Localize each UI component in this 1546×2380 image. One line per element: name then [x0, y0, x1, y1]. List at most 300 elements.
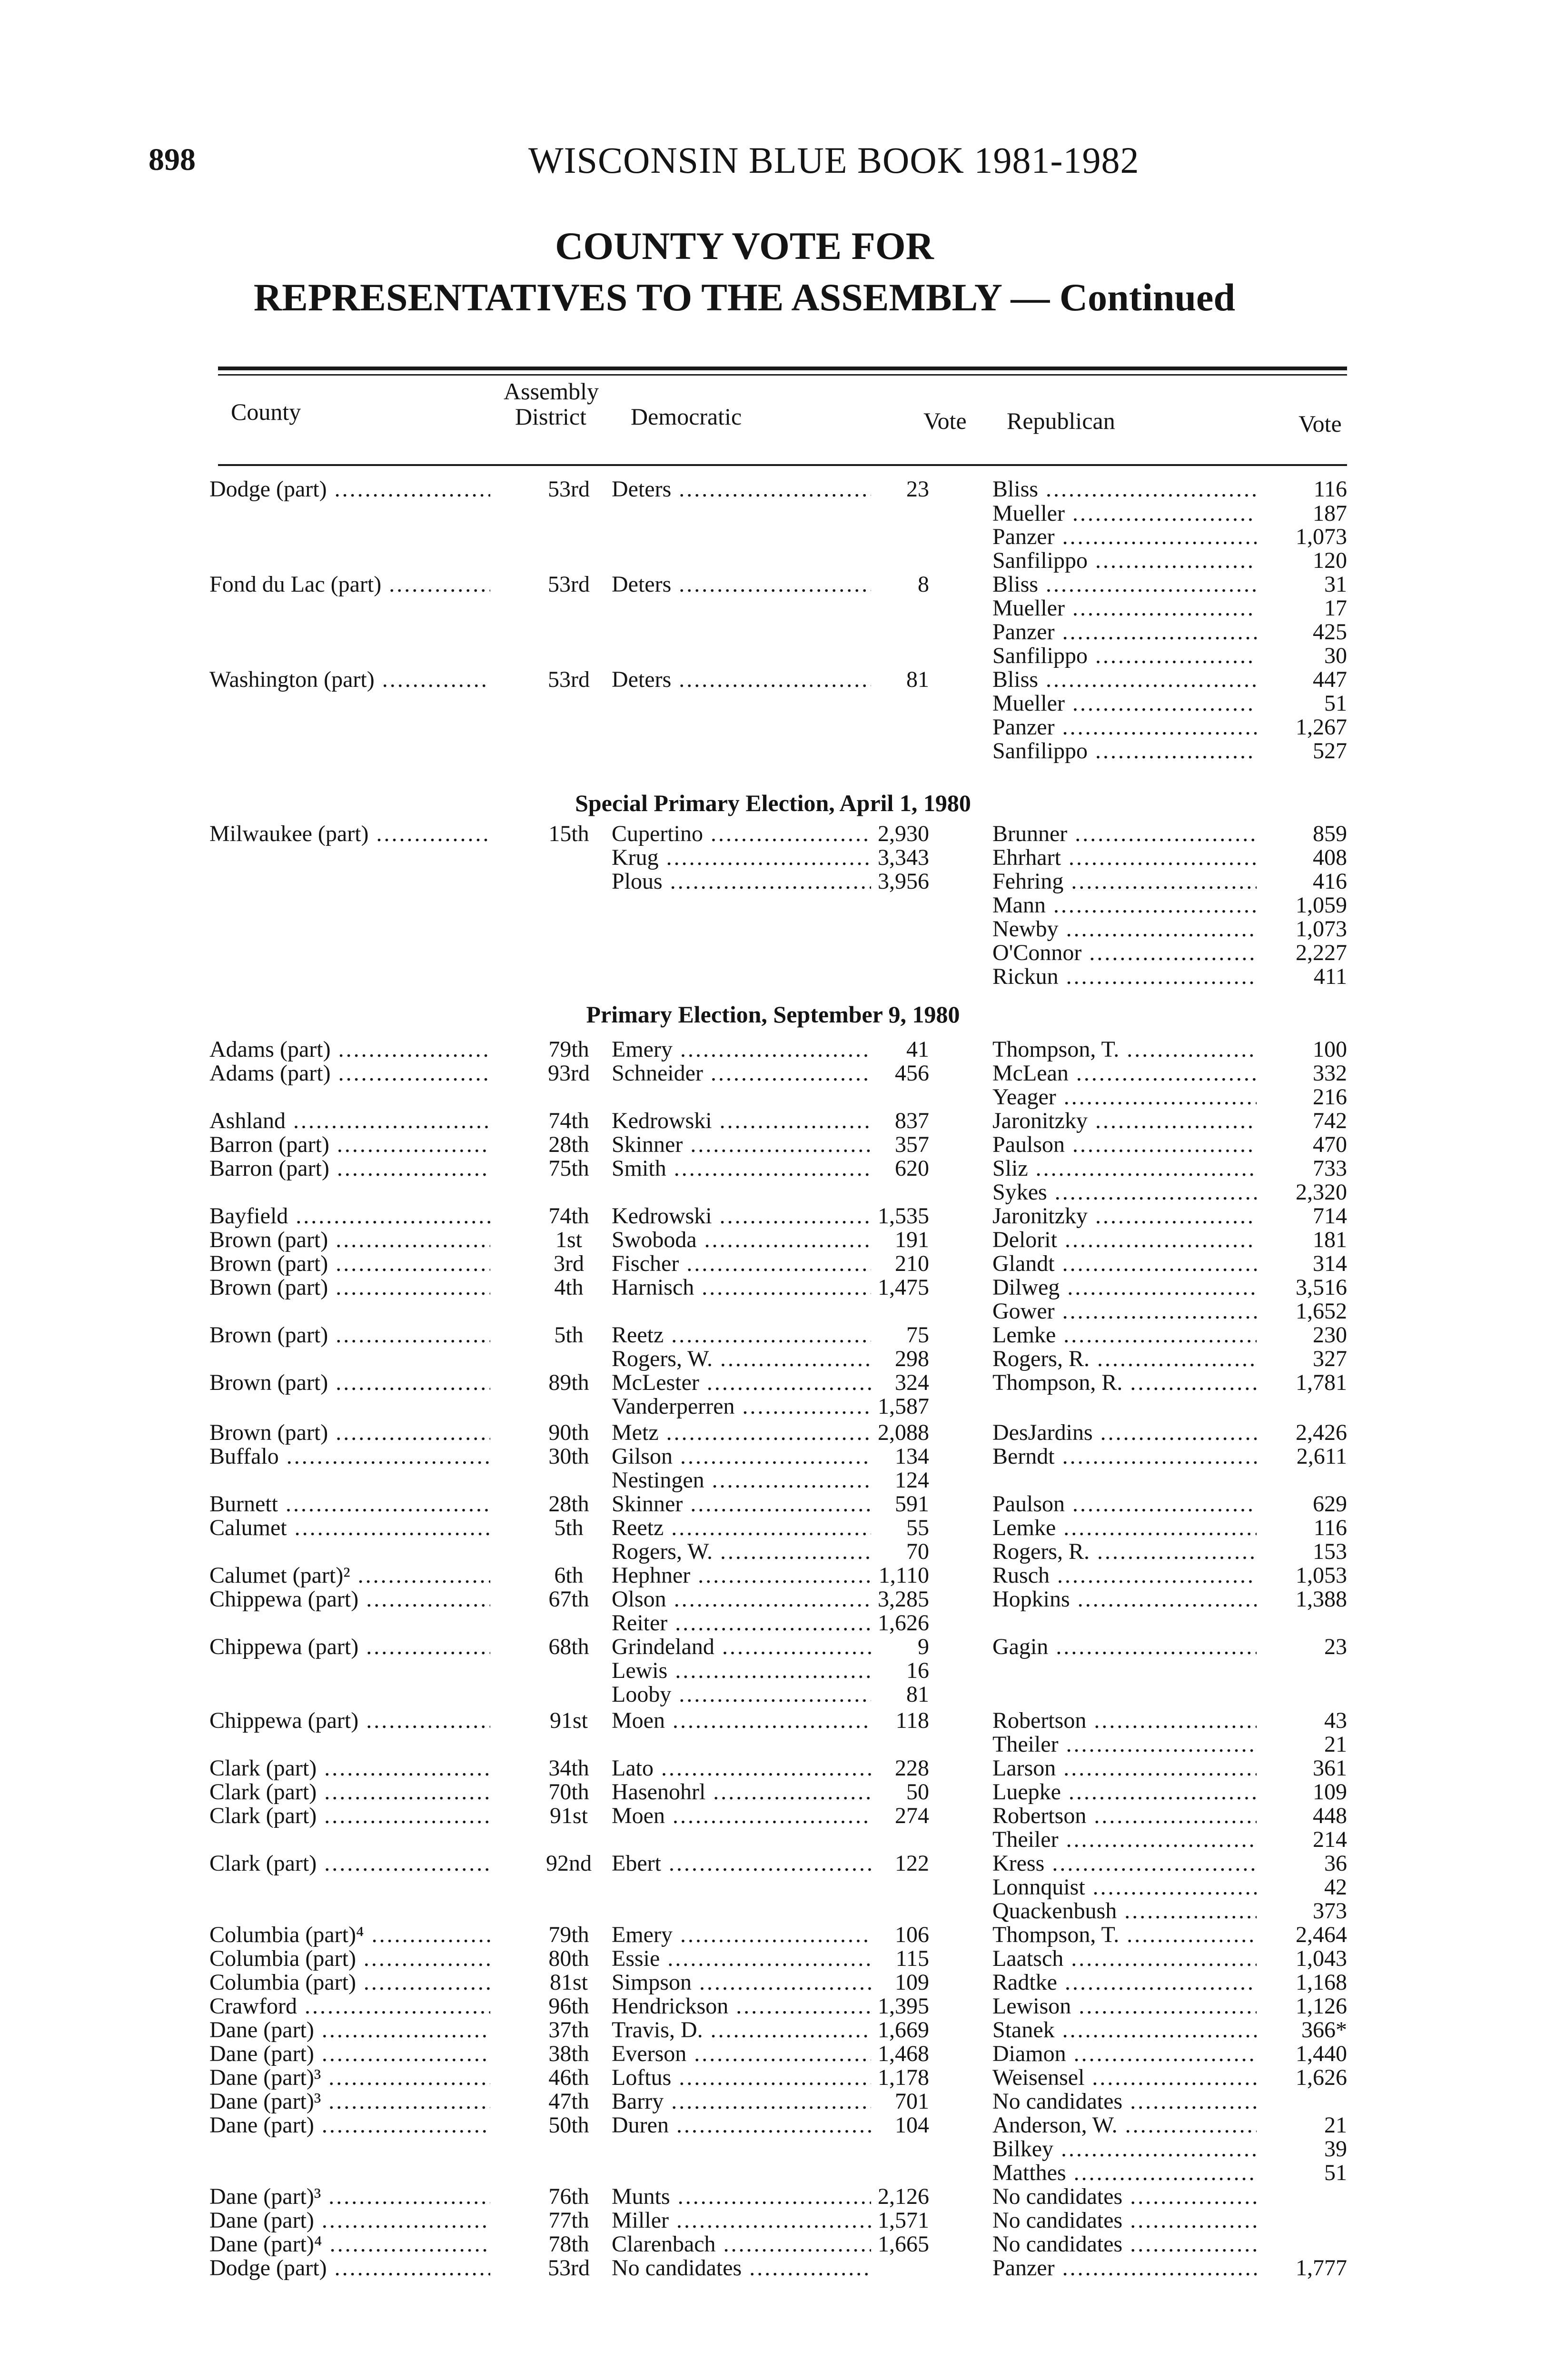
republican-vote-cell-text: 408	[1313, 846, 1347, 870]
democratic-candidate-cell-text: Metz .....	[612, 1421, 871, 1445]
county-cell	[209, 1852, 490, 1875]
section-heading-primary: Primary Election, September 9, 1980	[586, 1001, 960, 1028]
district-cell	[538, 2042, 600, 2066]
republican-vote-cell-text: 1,626	[1296, 2066, 1347, 2090]
county-cell	[209, 477, 490, 501]
republican-vote-cell-text: 36	[1324, 1852, 1347, 1875]
republican-candidate-cell-text: Brunner .....	[992, 822, 1257, 846]
democratic-candidate-cell	[612, 1323, 871, 1347]
county-cell-text: Barron (part) .....	[209, 1133, 490, 1157]
district-cell	[538, 1133, 600, 1157]
county-cell-text: Dane (part)³ .....	[209, 2066, 490, 2090]
table-row	[0, 2090, 1546, 2113]
republican-vote-cell	[1276, 549, 1347, 573]
republican-candidate-cell	[992, 739, 1257, 763]
republican-vote-cell	[1276, 1540, 1347, 1564]
republican-vote-cell	[1276, 1038, 1347, 1061]
democratic-vote-cell-text: 1,626	[878, 1611, 929, 1635]
page-title-line-2: REPRESENTATIVES TO THE ASSEMBLY — Continued	[253, 276, 1236, 319]
republican-candidate-cell	[992, 917, 1257, 941]
county-cell-text: Dodge (part) .....	[209, 2256, 490, 2280]
table-row	[0, 2066, 1546, 2090]
district-cell-text: 91st	[549, 1709, 588, 1733]
republican-candidate-cell-text: No candidates .....	[992, 2209, 1257, 2232]
democratic-candidate-cell-text: Olson .....	[612, 1587, 871, 1611]
republican-candidate-cell-text: Anderson, W. .....	[992, 2113, 1257, 2137]
republican-candidate-cell	[992, 1204, 1257, 1228]
republican-candidate-cell-text: Thompson, T. .....	[992, 1038, 1257, 1061]
republican-vote-cell	[1276, 1371, 1347, 1395]
republican-candidate-cell	[992, 941, 1257, 965]
democratic-vote-cell-text: 70	[906, 1540, 929, 1564]
republican-candidate-cell	[992, 1323, 1257, 1347]
democratic-vote-cell-text: 701	[895, 2090, 929, 2113]
republican-vote-cell-text: 366*	[1301, 2018, 1347, 2042]
republican-candidate-cell	[992, 1371, 1257, 1395]
republican-candidate-cell	[992, 502, 1257, 526]
republican-candidate-cell	[992, 1899, 1257, 1923]
district-cell	[538, 1204, 600, 1228]
democratic-vote-cell	[872, 1587, 929, 1611]
district-cell-text: 1st	[555, 1228, 582, 1252]
republican-candidate-cell-text: Sykes .....	[992, 1180, 1257, 1204]
democratic-vote-cell-text: 8	[918, 573, 929, 596]
democratic-candidate-cell-text: Munts .....	[612, 2185, 871, 2209]
republican-candidate-cell-text: Kress .....	[992, 1852, 1257, 1875]
democratic-vote-cell-text: 115	[895, 1947, 929, 1971]
democratic-candidate-cell-text: Rogers, W. .....	[612, 1347, 871, 1371]
district-cell	[538, 1804, 600, 1828]
republican-candidate-cell-text: Fehring .....	[992, 870, 1257, 893]
republican-vote-cell	[1276, 1971, 1347, 1994]
republican-candidate-cell-text: Jaronitzky .....	[992, 1204, 1257, 1228]
republican-candidate-cell-text: Luepke .....	[992, 1780, 1257, 1804]
table-row	[0, 1109, 1546, 1133]
table-row	[0, 1683, 1546, 1706]
republican-candidate-cell-text: Lonnquist .....	[992, 1875, 1257, 1899]
republican-candidate-cell-text: Yeager .....	[992, 1085, 1257, 1109]
district-cell	[538, 1516, 600, 1540]
republican-vote-cell	[1276, 2042, 1347, 2066]
district-cell	[538, 1371, 600, 1395]
header-republican: Republican	[1007, 407, 1115, 434]
table-top-rule-thick	[218, 367, 1347, 370]
democratic-candidate-cell-text: Nestingen .....	[612, 1468, 871, 1492]
democratic-candidate-cell-text: Reetz .....	[612, 1323, 871, 1347]
democratic-vote-cell	[872, 1468, 929, 1492]
republican-vote-cell	[1276, 2113, 1347, 2137]
democratic-vote-cell	[872, 1683, 929, 1706]
democratic-candidate-cell	[612, 1061, 871, 1085]
republican-candidate-cell-text: Robertson .....	[992, 1709, 1257, 1733]
democratic-vote-cell	[872, 2090, 929, 2113]
republican-candidate-cell-text: Radtke .....	[992, 1971, 1257, 1994]
democratic-candidate-cell	[612, 1947, 871, 1971]
republican-candidate-cell	[992, 1516, 1257, 1540]
republican-vote-cell-text: 714	[1313, 1204, 1347, 1228]
republican-vote-cell-text: 327	[1313, 1347, 1347, 1371]
district-cell	[538, 1564, 600, 1587]
republican-candidate-cell-text: Diamon .....	[992, 2042, 1257, 2066]
county-cell-text: Buffalo .....	[209, 1445, 490, 1468]
republican-vote-cell-text: 1,126	[1296, 1994, 1347, 2018]
county-cell-text: Milwaukee (part) .....	[209, 822, 490, 846]
county-cell	[209, 668, 490, 692]
republican-vote-cell-text: 120	[1313, 549, 1347, 573]
republican-vote-cell	[1276, 1276, 1347, 1299]
democratic-candidate-cell	[612, 2113, 871, 2137]
republican-candidate-cell	[992, 477, 1257, 501]
republican-candidate-cell-text: Thompson, R. .....	[992, 1371, 1257, 1395]
democratic-candidate-cell-text: Clarenbach .....	[612, 2232, 871, 2256]
republican-vote-cell-text: 859	[1313, 822, 1347, 846]
democratic-candidate-cell	[612, 1994, 871, 2018]
democratic-candidate-cell	[612, 846, 871, 870]
district-cell-text: 91st	[549, 1804, 588, 1828]
democratic-vote-cell-text: 50	[906, 1780, 929, 1804]
democratic-candidate-cell	[612, 1445, 871, 1468]
republican-vote-cell	[1276, 1421, 1347, 1445]
democratic-vote-cell	[872, 1971, 929, 1994]
republican-vote-cell-text: 742	[1313, 1109, 1347, 1133]
republican-vote-cell-text: 373	[1313, 1899, 1347, 1923]
republican-vote-cell-text: 1,440	[1296, 2042, 1347, 2066]
democratic-candidate-cell-text: Cupertino .....	[612, 822, 871, 846]
county-cell	[209, 1109, 490, 1133]
county-cell-text: Bayfield .....	[209, 1204, 490, 1228]
democratic-candidate-cell-text: Miller .....	[612, 2209, 871, 2232]
democratic-candidate-cell	[612, 1276, 871, 1299]
democratic-vote-cell	[872, 668, 929, 692]
republican-vote-cell-text: 42	[1324, 1875, 1347, 1899]
county-cell	[209, 2113, 490, 2137]
county-cell-text: Clark (part) .....	[209, 1852, 490, 1875]
democratic-candidate-cell	[612, 1852, 871, 1875]
democratic-candidate-cell-text: Duren .....	[612, 2113, 871, 2137]
republican-vote-cell	[1276, 739, 1347, 763]
district-cell-text: 28th	[548, 1492, 589, 1516]
republican-candidate-cell-text: Mueller .....	[992, 596, 1257, 620]
county-cell-text: Calumet (part)² .....	[209, 1564, 490, 1587]
democratic-vote-cell	[872, 1709, 929, 1733]
republican-candidate-cell-text: DesJardins .....	[992, 1421, 1257, 1445]
district-cell	[538, 2018, 600, 2042]
democratic-candidate-cell	[612, 1252, 871, 1276]
header-county: County	[231, 398, 301, 425]
democratic-vote-cell	[872, 1371, 929, 1395]
republican-vote-cell	[1276, 1109, 1347, 1133]
republican-candidate-cell	[992, 715, 1257, 739]
republican-vote-cell	[1276, 965, 1347, 989]
table-row	[0, 1971, 1546, 1994]
democratic-vote-cell-text: 109	[895, 1971, 929, 1994]
republican-vote-cell-text: 23	[1324, 1635, 1347, 1659]
republican-candidate-cell-text: Lemke .....	[992, 1323, 1257, 1347]
district-cell	[538, 2066, 600, 2090]
republican-vote-cell-text: 100	[1313, 1038, 1347, 1061]
district-cell	[538, 1635, 600, 1659]
republican-candidate-cell	[992, 1421, 1257, 1445]
democratic-vote-cell	[872, 1994, 929, 2018]
democratic-candidate-cell	[612, 477, 871, 501]
republican-vote-cell-text: 21	[1324, 2113, 1347, 2137]
democratic-vote-cell-text: 1,665	[878, 2232, 929, 2256]
table-row	[0, 1228, 1546, 1252]
democratic-candidate-cell	[612, 1564, 871, 1587]
republican-candidate-cell	[992, 668, 1257, 692]
table-row	[0, 620, 1546, 644]
democratic-vote-cell	[872, 2185, 929, 2209]
democratic-vote-cell-text: 620	[895, 1157, 929, 1180]
county-cell	[209, 1971, 490, 1994]
republican-candidate-cell-text: Rogers, R. .....	[992, 1540, 1257, 1564]
page-title-line-1: COUNTY VOTE FOR	[555, 224, 934, 268]
republican-candidate-cell	[992, 1157, 1257, 1180]
democratic-vote-cell-text: 1,468	[878, 2042, 929, 2066]
republican-vote-cell	[1276, 1061, 1347, 1085]
table-row	[0, 1635, 1546, 1659]
democratic-vote-cell	[872, 846, 929, 870]
republican-candidate-cell	[992, 573, 1257, 596]
district-cell	[538, 1756, 600, 1780]
democratic-vote-cell-text: 456	[895, 1061, 929, 1085]
republican-candidate-cell-text: Gower .....	[992, 1299, 1257, 1323]
republican-vote-cell	[1276, 1587, 1347, 1611]
table-row	[0, 1204, 1546, 1228]
republican-vote-cell	[1276, 2018, 1347, 2042]
republican-candidate-cell-text: Berndt .....	[992, 1445, 1257, 1468]
democratic-candidate-cell	[612, 870, 871, 893]
democratic-vote-cell	[872, 2232, 929, 2256]
democratic-candidate-cell	[612, 1756, 871, 1780]
republican-candidate-cell-text: Sanfilippo .....	[992, 739, 1257, 763]
republican-vote-cell	[1276, 715, 1347, 739]
republican-vote-cell-text: 116	[1313, 477, 1347, 501]
democratic-vote-cell-text: 3,285	[878, 1587, 929, 1611]
republican-candidate-cell-text: Sanfilippo .....	[992, 549, 1257, 573]
democratic-candidate-cell-text: Emery .....	[612, 1923, 871, 1947]
republican-candidate-cell-text: Mueller .....	[992, 502, 1257, 526]
republican-vote-cell-text: 153	[1313, 1540, 1347, 1564]
democratic-candidate-cell	[612, 2185, 871, 2209]
republican-vote-cell-text: 1,053	[1296, 1564, 1347, 1587]
district-cell-text: 37th	[548, 2018, 589, 2042]
county-cell-text: Clark (part) .....	[209, 1756, 490, 1780]
democratic-candidate-cell-text: Skinner .....	[612, 1133, 871, 1157]
democratic-vote-cell-text: 1,535	[878, 1204, 929, 1228]
democratic-vote-cell-text: 1,669	[878, 2018, 929, 2042]
democratic-vote-cell-text: 55	[906, 1516, 929, 1540]
democratic-vote-cell	[872, 1061, 929, 1085]
republican-vote-cell-text: 30	[1324, 644, 1347, 668]
district-cell-text: 50th	[548, 2113, 589, 2137]
democratic-vote-cell	[872, 1038, 929, 1061]
county-cell	[209, 1204, 490, 1228]
republican-candidate-cell-text: Paulson .....	[992, 1492, 1257, 1516]
republican-candidate-cell	[992, 1971, 1257, 1994]
democratic-candidate-cell	[612, 573, 871, 596]
republican-candidate-cell-text: Dilweg .....	[992, 1276, 1257, 1299]
republican-candidate-cell	[992, 1875, 1257, 1899]
republican-candidate-cell	[992, 1038, 1257, 1061]
democratic-candidate-cell	[612, 2066, 871, 2090]
table-row	[0, 2137, 1546, 2161]
democratic-candidate-cell	[612, 2018, 871, 2042]
table-row	[0, 1659, 1546, 1683]
republican-vote-cell	[1276, 1875, 1347, 1899]
table-row	[0, 2018, 1546, 2042]
republican-candidate-cell	[992, 1994, 1257, 2018]
republican-vote-cell-text: 1,777	[1296, 2256, 1347, 2280]
table-row	[0, 1804, 1546, 1828]
district-cell-text: 90th	[548, 1421, 589, 1445]
county-cell-text: Brown (part) .....	[209, 1421, 490, 1445]
democratic-vote-cell	[872, 477, 929, 501]
republican-vote-cell-text: 181	[1313, 1228, 1347, 1252]
democratic-vote-cell	[872, 1276, 929, 1299]
district-cell-text: 47th	[548, 2090, 589, 2113]
district-cell-text: 34th	[548, 1756, 589, 1780]
republican-candidate-cell	[992, 596, 1257, 620]
democratic-vote-cell-text: 2,126	[878, 2185, 929, 2209]
table-row	[0, 2042, 1546, 2066]
democratic-vote-cell-text: 357	[895, 1133, 929, 1157]
district-cell-text: 79th	[548, 1038, 589, 1061]
democratic-vote-cell-text: 228	[895, 1756, 929, 1780]
democratic-vote-cell	[872, 1395, 929, 1418]
republican-candidate-cell-text: No candidates .....	[992, 2185, 1257, 2209]
republican-candidate-cell	[992, 1085, 1257, 1109]
district-cell-text: 53rd	[548, 477, 590, 501]
table-row	[0, 1899, 1546, 1923]
district-cell-text: 92nd	[546, 1852, 592, 1875]
republican-candidate-cell	[992, 1228, 1257, 1252]
democratic-vote-cell	[872, 2113, 929, 2137]
republican-candidate-cell	[992, 1733, 1257, 1756]
democratic-vote-cell	[872, 2042, 929, 2066]
democratic-candidate-cell-text: Deters .....	[612, 668, 871, 692]
table-row	[0, 822, 1546, 846]
table-row	[0, 846, 1546, 870]
republican-candidate-cell	[992, 1852, 1257, 1875]
republican-candidate-cell	[992, 2042, 1257, 2066]
table-row	[0, 644, 1546, 668]
county-cell-text: Dane (part)⁴ .....	[209, 2232, 490, 2256]
county-cell	[209, 1587, 490, 1611]
table-row	[0, 1157, 1546, 1180]
republican-candidate-cell	[992, 549, 1257, 573]
republican-vote-cell	[1276, 1899, 1347, 1923]
district-cell-text: 76th	[548, 2185, 589, 2209]
democratic-vote-cell	[872, 1228, 929, 1252]
democratic-candidate-cell	[612, 1204, 871, 1228]
democratic-candidate-cell-text: Hasenohrl .....	[612, 1780, 871, 1804]
table-top-rule-thin	[218, 374, 1347, 376]
republican-vote-cell-text: 39	[1324, 2137, 1347, 2161]
county-cell-text: Brown (part) .....	[209, 1371, 490, 1395]
republican-candidate-cell	[992, 1109, 1257, 1133]
democratic-vote-cell-text: 591	[895, 1492, 929, 1516]
democratic-vote-cell	[872, 1347, 929, 1371]
republican-vote-cell	[1276, 1445, 1347, 1468]
democratic-candidate-cell-text: Harnisch .....	[612, 1276, 871, 1299]
table-row	[0, 477, 1546, 501]
democratic-vote-cell	[872, 1445, 929, 1468]
table-row	[0, 1347, 1546, 1371]
republican-candidate-cell-text: Larson .....	[992, 1756, 1257, 1780]
republican-candidate-cell-text: Stanek .....	[992, 2018, 1257, 2042]
democratic-vote-cell	[872, 1133, 929, 1157]
table-row	[0, 1038, 1546, 1061]
county-cell	[209, 1492, 490, 1516]
district-cell-text: 89th	[548, 1371, 589, 1395]
democratic-candidate-cell	[612, 1540, 871, 1564]
county-cell	[209, 1994, 490, 2018]
democratic-candidate-cell-text: Ebert .....	[612, 1852, 871, 1875]
democratic-candidate-cell-text: Vanderperren .....	[612, 1395, 871, 1418]
district-cell	[538, 2113, 600, 2137]
republican-vote-cell	[1276, 1709, 1347, 1733]
republican-vote-cell	[1276, 502, 1347, 526]
democratic-vote-cell	[872, 870, 929, 893]
republican-candidate-cell	[992, 2066, 1257, 2090]
republican-candidate-cell-text: Panzer .....	[992, 620, 1257, 644]
republican-vote-cell	[1276, 917, 1347, 941]
democratic-vote-cell	[872, 1204, 929, 1228]
republican-candidate-cell	[992, 1299, 1257, 1323]
democratic-candidate-cell	[612, 2256, 871, 2280]
democratic-vote-cell	[872, 1635, 929, 1659]
republican-candidate-cell	[992, 1923, 1257, 1947]
republican-candidate-cell	[992, 1445, 1257, 1468]
county-cell	[209, 2232, 490, 2256]
republican-candidate-cell-text: Rusch .....	[992, 1564, 1257, 1587]
district-cell	[538, 1445, 600, 1468]
county-cell-text: Brown (part) .....	[209, 1276, 490, 1299]
district-cell-text: 53rd	[548, 573, 590, 596]
democratic-candidate-cell-text: Gilson .....	[612, 1445, 871, 1468]
county-cell-text: Dane (part) .....	[209, 2209, 490, 2232]
district-cell-text: 80th	[548, 1947, 589, 1971]
republican-vote-cell-text: 109	[1313, 1780, 1347, 1804]
democratic-vote-cell-text: 134	[895, 1445, 929, 1468]
republican-vote-cell	[1276, 1180, 1347, 1204]
table-row	[0, 1133, 1546, 1157]
table-row	[0, 1323, 1546, 1347]
county-cell	[209, 2090, 490, 2113]
district-cell	[538, 1947, 600, 1971]
table-row	[0, 1564, 1546, 1587]
republican-candidate-cell	[992, 893, 1257, 917]
democratic-candidate-cell-text: Grindeland .....	[612, 1635, 871, 1659]
table-row	[0, 1252, 1546, 1276]
table-row	[0, 715, 1546, 739]
district-cell	[538, 2209, 600, 2232]
democratic-candidate-cell	[612, 1923, 871, 1947]
district-cell-text: 46th	[548, 2066, 589, 2090]
table-row	[0, 1923, 1546, 1947]
county-cell-text: Burnett .....	[209, 1492, 490, 1516]
republican-candidate-cell	[992, 2113, 1257, 2137]
table-row	[0, 525, 1546, 549]
district-cell-text: 28th	[548, 1133, 589, 1157]
district-cell-text: 38th	[548, 2042, 589, 2066]
republican-candidate-cell-text: Jaronitzky .....	[992, 1109, 1257, 1133]
republican-candidate-cell	[992, 1947, 1257, 1971]
county-cell	[209, 1756, 490, 1780]
republican-candidate-cell-text: Panzer .....	[992, 715, 1257, 739]
republican-vote-cell-text: 629	[1313, 1492, 1347, 1516]
